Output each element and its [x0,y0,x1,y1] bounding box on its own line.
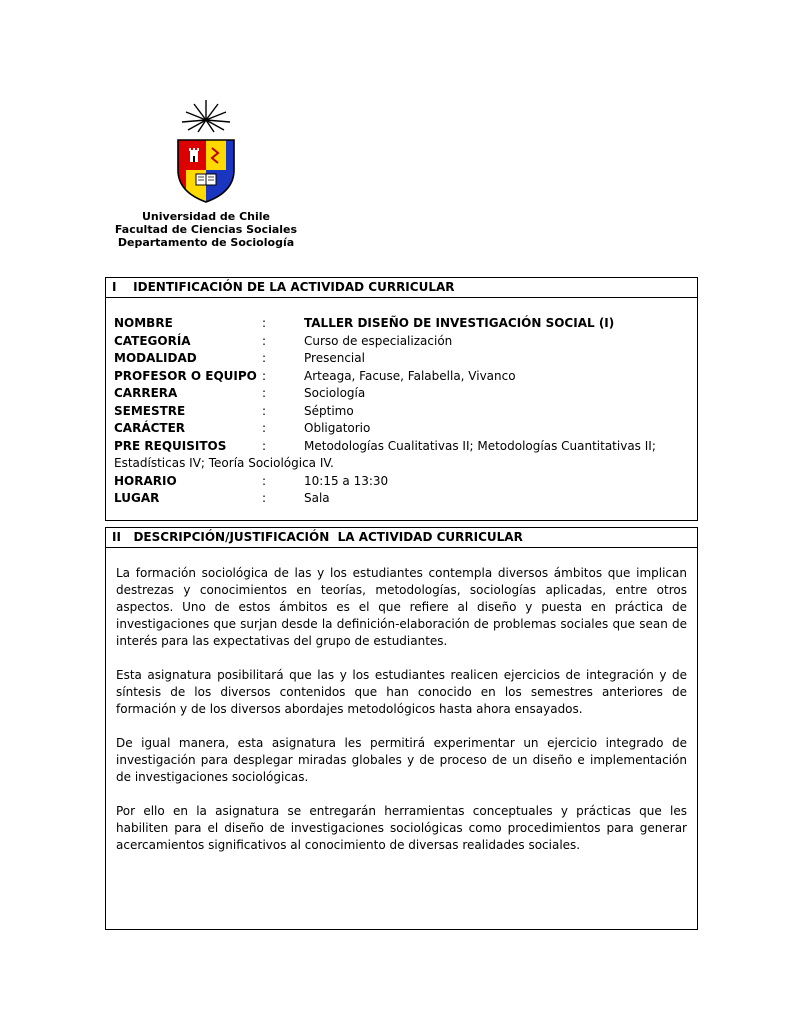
description-paragraphs [105,547,698,930]
field-label: MODALIDAD [114,351,197,365]
crest-book [196,174,216,185]
field-colon: : [262,386,267,400]
institution-header [108,98,304,249]
field-label: CARÁCTER [114,421,186,435]
field-value: Sociología [304,386,366,400]
document-body [105,277,698,930]
department-name: Departamento de Sociología [117,236,295,249]
field-value: Obligatorio [304,421,371,435]
crest-starburst [182,100,230,132]
field-colon: : [262,491,267,505]
field-row [114,490,689,508]
field-row [114,350,689,368]
field-colon: : [262,351,267,365]
field-colon: : [262,316,267,330]
field-label: PRE REQUISITOS [114,438,227,453]
field-row [114,420,689,438]
field-row [114,368,689,386]
paragraph: Esta asignatura posibilitará que las y los estudiantes realicen ejercicios de integración y de síntesis de los diversos contenidos que han conocido en los semestres anteriores de formación y de los diversos abordajes metodológicos hasta ahora ensayados. [116,667,687,716]
field-colon: : [262,368,267,383]
field-colon: : [262,438,267,453]
field-colon: : [262,421,267,435]
field-label: CATEGORÍA [114,333,191,348]
field-label: HORARIO [114,473,177,488]
field-value: Presencial [304,351,365,365]
field-label: CARRERA [114,386,178,400]
identification-fields [105,297,698,521]
paragraph: Por ello en la asignatura se entregarán herramientas conceptuales y prácticas que les habiliten para el diseño de investigaciones sociológicas como procedimientos para generar acercamientos significativos al conocimiento de diversas realidades sociales. [116,803,687,852]
field-row [114,403,689,421]
field-value: Séptimo [304,403,354,418]
field-row [114,385,689,403]
field-value: Curso de especialización [304,333,453,348]
field-value: Metodologías Cualitativas II; Metodologías Cuantitativas II; Estadísticas IV; Teoría Sociológica IV. [114,438,656,470]
faculty-name: Facultad de Ciencias Sociales [114,223,298,236]
paragraph: La formación sociológica de las y los estudiantes contempla diversos ámbitos que implican destrezas y conocimientos en teorías, metodologías, sociologías aplicadas, entre otros aspectos. Uno de estos ámbitos es el que refiere al diseño y puesta en práctica de investigaciones que surjan desde la definición-elaboración de problemas sociales que sean de interés para las expectativas del grupo de estudiantes. [116,565,687,648]
section-ii-header: II DESCRIPCIÓN/JUSTIFICACIÓN LA ACTIVIDAD CURRICULAR [105,527,698,548]
field-value: 10:15 a 13:30 [304,473,389,488]
field-row [114,438,689,473]
paragraph: De igual manera, esta asignatura les permitirá experimentar un ejercicio integrado de investigación para desplegar miradas globales y de proceso de un diseño e implementación de investigaciones sociológicas. [116,735,687,784]
section-i-header: I IDENTIFICACIÓN DE LA ACTIVIDAD CURRICULAR [105,277,698,298]
crest-blue-stripe [226,140,234,170]
field-label: PROFESOR O EQUIPO [114,368,257,383]
university-crest-icon [160,98,252,208]
field-row [114,473,689,491]
field-row [114,333,689,351]
field-colon: : [262,473,267,488]
field-colon: : [262,403,267,418]
field-label: SEMESTRE [114,403,186,418]
university-name: Universidad de Chile [142,210,270,223]
field-value: Arteaga, Facuse, Falabella, Vivanco [304,368,516,383]
field-label: LUGAR [114,491,160,505]
field-row [114,315,689,333]
field-value: TALLER DISEÑO DE INVESTIGACIÓN SOCIAL (I) [304,316,615,330]
field-value: Sala [304,491,330,505]
crest-tower [189,148,199,162]
field-label: NOMBRE [114,316,173,330]
field-colon: : [262,333,267,348]
